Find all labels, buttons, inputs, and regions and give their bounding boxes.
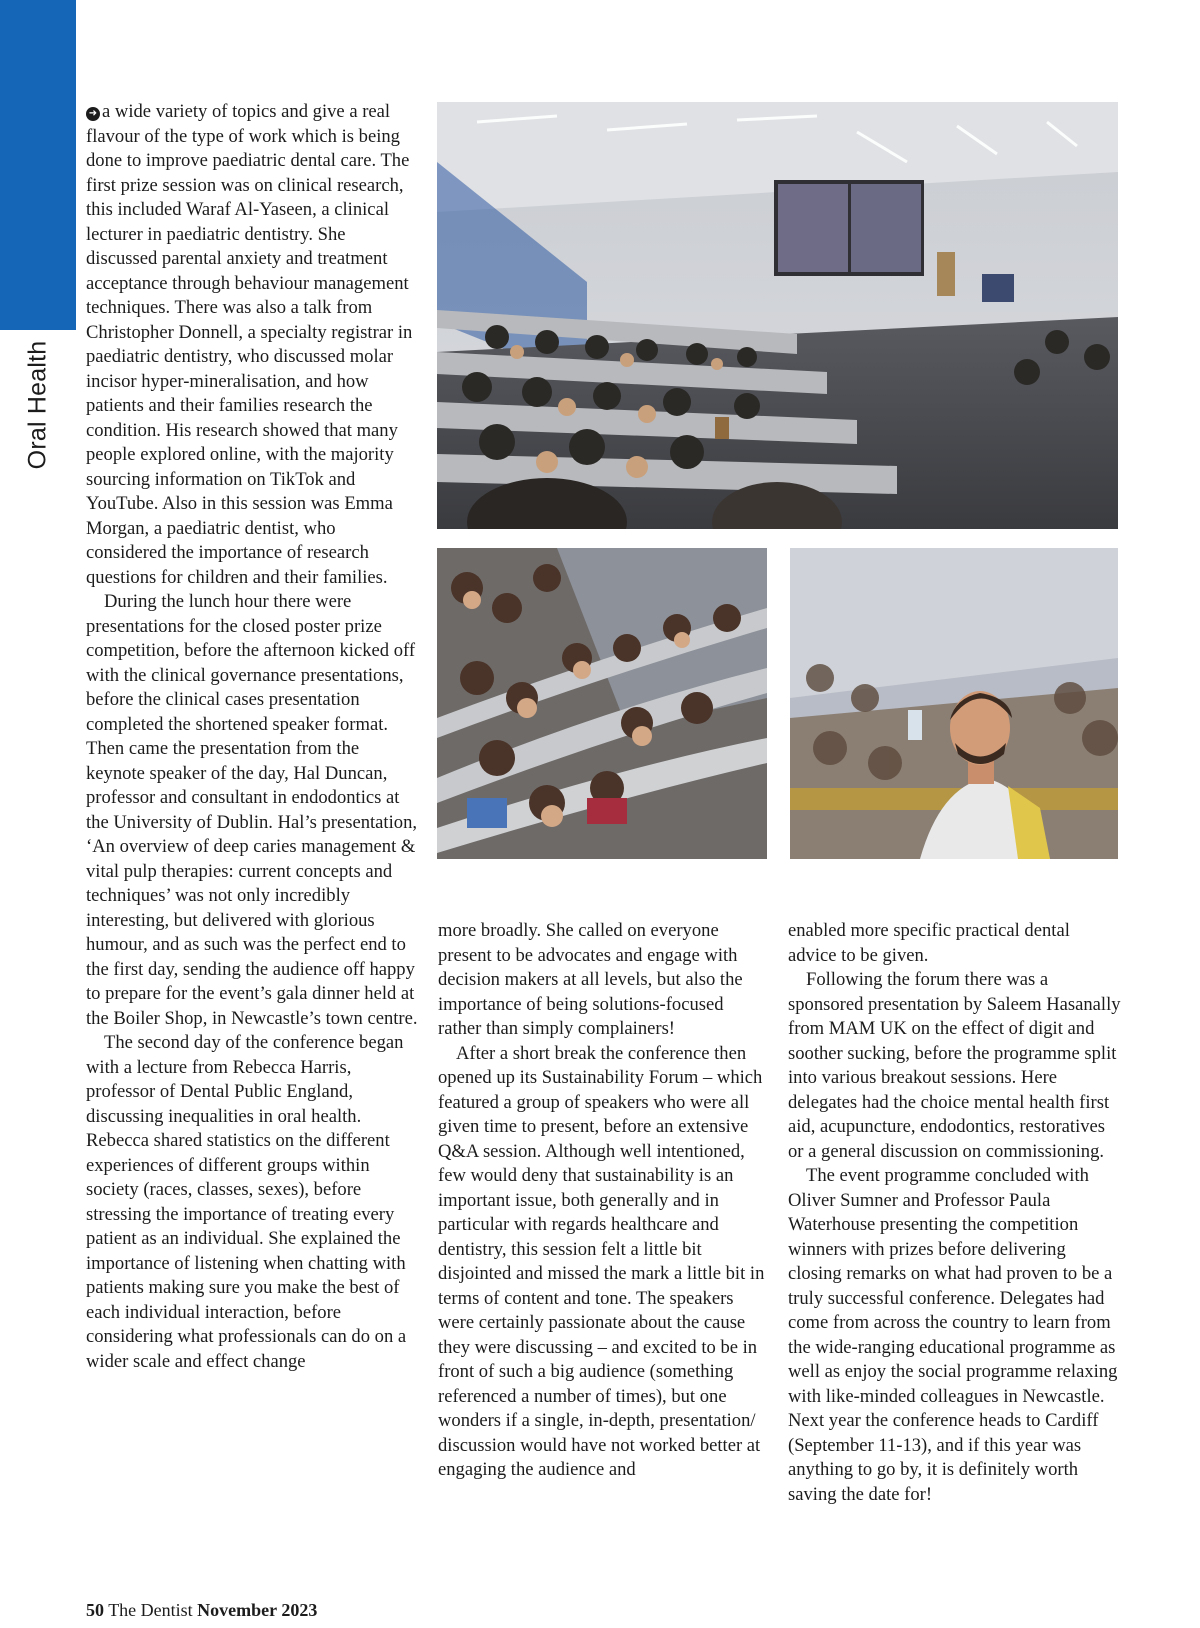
paragraph	[86, 100, 418, 590]
paragraph-text: a wide variety of topics and give a real flavour of the type of work which is being done to improve paediatric dental care. The first prize session was on clinical research, this included Waraf Al-Yaseen, a clinical lecturer in paediatric dentistry. She discussed parental anxiety and treatment acceptance through behaviour management techniques. There was also a talk from Christopher Donnell, a specialty registrar in paediatric dentistry, who discussed molar incisor hyper-mineralisation, and how patients and their families research the condition. His research showed that many people explored online, with the majority sourcing information on TikTok and YouTube. Also in this session was Emma Morgan, a paediatric dentist, who considered the importance of research questions for children and their families.	[86, 101, 413, 588]
publication-name: The Dentist	[108, 1600, 193, 1620]
section-color-bar	[0, 0, 76, 330]
paragraph: enabled more specific practical dental advice to be given.	[788, 920, 1070, 966]
paragraph: The second day of the conference began with a lecture from Rebecca Harris, professor of Dental Public England, discussing inequalities in oral health. Rebecca shared statistics on the different experiences of different groups within society (races, classes, sexes), before stressing the importance of treating every patient as an individual. She explained the importance of listening when chatting with patients making sure you make the best of each individual interaction, before considering what professionals can do on a wider scale and effect change	[86, 1032, 407, 1372]
audience-crowd-photo	[437, 548, 767, 859]
paragraph: After a short break the conference then opened up its Sustainability Forum – which featured a group of speakers who were all given time to present, before an extensive Q&A session. Although well intentioned, few would deny that sustainability is an important issue, both generally and in particular with regards healthcare and dentistry, this session felt a little bit disjointed and missed the mark a little bit in terms of content and tone. The speakers were certainly passionate about the cause they were discussing – and excited to be in front of such a big audience (something referenced a number of times), but one wonders if a single, in-depth, presentation/ discussion would have not worked better at engaging the audience and	[438, 1042, 765, 1480]
delegate-photo	[790, 548, 1118, 859]
section-label: Oral Health	[23, 340, 52, 470]
paragraph: During the lunch hour there were presentations for the closed poster prize competition, before the afternoon kicked off with the clinical governance presentations, before the clinical cases presentation completed the shortened speaker format. Then came the presentation from the keynote speaker of the day, Hal Duncan, professor and consultant in endodontics at the University of Dublin. Hal’s presentation, ‘An overview of deep caries management & vital pulp therapies: current concepts and techniques’ was not only incredibly interesting, but delivered with glorious humour, and as such was the perfect end to the first day, sending the audience off happy to prepare for the event’s gala dinner held at the Boiler Shop, in Newcastle’s town centre.	[86, 591, 418, 1029]
lecture-hall-photo	[437, 102, 1118, 529]
paragraph: more broadly. She called on everyone present to be advocates and engage with decision makers at all levels, but also the importance of being solutions-focused rather than simply complainers!	[438, 920, 743, 1039]
continued-arrow-icon: ➜	[86, 107, 100, 121]
article-column-1	[86, 100, 418, 1374]
issue-date: November 2023	[197, 1600, 318, 1620]
page-number: 50	[86, 1600, 104, 1620]
paragraph: The event programme concluded with Oliver Sumner and Professor Paula Waterhouse presenting the competition winners with prizes before delivering closing remarks on what had proven to be a truly successful conference. Delegates had come from across the country to learn from the wide-ranging educational programme as well as enjoy the social programme relaxing with like-minded colleagues in Newcastle. Next year the conference heads to Cardiff (September 11-13), and if this year was anything to go by, it is definitely worth saving the date for!	[788, 1165, 1118, 1505]
article-column-2	[438, 919, 768, 1483]
article-column-3	[788, 919, 1123, 1507]
paragraph: Following the forum there was a sponsored presentation by Saleem Hasanally from MAM UK on the effect of digit and soother sucking, before the programme split into various breakout sessions. Here delegates had the choice mental health first aid, acupuncture, endodontics, restoratives or a general discussion on commissioning.	[788, 969, 1121, 1162]
page-footer	[86, 1600, 317, 1621]
